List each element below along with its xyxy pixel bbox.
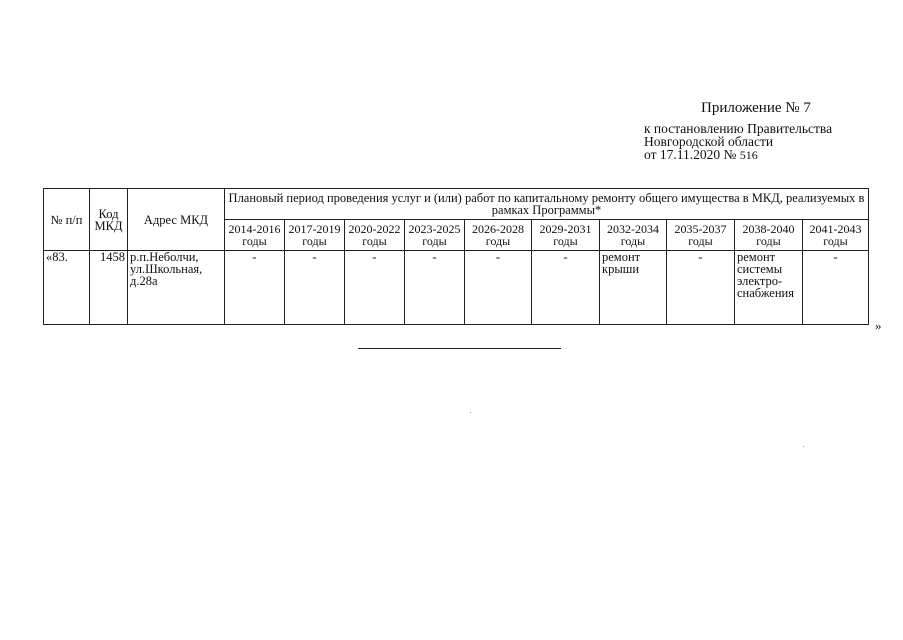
work-line: ремонт bbox=[737, 250, 776, 264]
address-line: р.п.Неболчи, bbox=[130, 250, 199, 264]
end-rule bbox=[358, 348, 561, 349]
period-unit: годы bbox=[485, 234, 511, 248]
empty-dash: - bbox=[252, 250, 257, 264]
table-row bbox=[44, 251, 869, 325]
empty-dash: - bbox=[432, 250, 437, 264]
resolution-reference bbox=[644, 122, 832, 161]
empty-dash: - bbox=[833, 250, 838, 264]
period-unit: годы bbox=[553, 234, 578, 248]
period-years: 2026-2028 bbox=[472, 222, 524, 236]
period-unit: годы bbox=[242, 234, 267, 248]
cell-period-2035-2037 bbox=[667, 251, 735, 325]
header-num: № п/п bbox=[44, 189, 90, 251]
period-unit: годы bbox=[302, 234, 327, 248]
period-years: 2014-2016 bbox=[228, 222, 281, 236]
period-unit: годы bbox=[362, 234, 387, 248]
period-years: 2035-2037 bbox=[674, 222, 727, 236]
period-unit: годы bbox=[620, 234, 646, 248]
appendix-title: Приложение № 7 bbox=[701, 100, 811, 116]
empty-dash: - bbox=[372, 250, 377, 264]
period-header-2035-2037 bbox=[667, 220, 735, 251]
period-header-2017-2019 bbox=[285, 220, 345, 251]
empty-dash: - bbox=[698, 250, 703, 264]
address-line: д.28а bbox=[130, 274, 158, 288]
header-planned-period: Плановый период проведения услуг и (или) работ по капитальному ремонту общего имущества в МКД, реализуемых в рамках Программы* bbox=[225, 189, 869, 220]
resolution-line-1: к постановлению Правительства bbox=[644, 121, 833, 136]
period-header-2029-2031 bbox=[532, 220, 600, 251]
period-header-2023-2025 bbox=[405, 220, 465, 251]
header-code: Код МКД bbox=[90, 189, 128, 251]
work-line: системы bbox=[737, 262, 783, 276]
empty-dash: - bbox=[563, 250, 568, 264]
empty-dash: - bbox=[495, 250, 501, 264]
resolution-date: от 17.11.2020 № bbox=[644, 147, 740, 162]
period-header-2014-2016 bbox=[225, 220, 285, 251]
cell-period-2026-2028 bbox=[465, 251, 532, 325]
period-years: 2041-2043 bbox=[809, 222, 862, 236]
cell-period-2029-2031 bbox=[532, 251, 600, 325]
scan-speck bbox=[470, 412, 471, 413]
work-line: снабжения bbox=[737, 286, 794, 300]
period-years: 2038-2040 bbox=[742, 222, 795, 236]
scan-speck bbox=[803, 446, 804, 447]
cell-period-2020-2022 bbox=[345, 251, 405, 325]
period-header-2041-2043 bbox=[803, 220, 869, 251]
resolution-line-2: Новгородской области bbox=[644, 134, 774, 149]
period-years: 2023-2025 bbox=[408, 222, 461, 236]
work-line: электро- bbox=[737, 274, 783, 288]
cell-period-2041-2043 bbox=[803, 251, 869, 325]
cell-period-2023-2025 bbox=[405, 251, 465, 325]
period-unit: годы bbox=[823, 234, 848, 248]
period-years: 2029-2031 bbox=[539, 222, 592, 236]
repair-plan-table bbox=[43, 188, 869, 325]
header-address: Адрес МКД bbox=[128, 189, 225, 251]
period-years: 2020-2022 bbox=[348, 222, 401, 236]
address-line: ул.Школьная, bbox=[130, 262, 203, 276]
period-unit: годы bbox=[422, 234, 447, 248]
period-header-2038-2040 bbox=[735, 220, 803, 251]
empty-dash: - bbox=[312, 250, 317, 264]
period-unit: годы bbox=[756, 234, 781, 248]
work-line: крыши bbox=[602, 262, 640, 276]
period-years: 2017-2019 bbox=[288, 222, 341, 236]
period-header-2026-2028 bbox=[465, 220, 532, 251]
cell-num: «83. bbox=[44, 251, 90, 325]
period-header-2032-2034 bbox=[600, 220, 667, 251]
cell-period-2032-2034 bbox=[600, 251, 667, 325]
cell-code: 1458 bbox=[90, 251, 128, 325]
closing-quote: » bbox=[875, 318, 882, 333]
period-unit: годы bbox=[688, 234, 713, 248]
work-line: ремонт bbox=[602, 250, 641, 264]
cell-period-2017-2019 bbox=[285, 251, 345, 325]
resolution-line-3 bbox=[644, 148, 832, 161]
cell-period-2014-2016 bbox=[225, 251, 285, 325]
period-years: 2032-2034 bbox=[607, 222, 659, 236]
cell-address bbox=[128, 251, 225, 325]
cell-period-2038-2040 bbox=[735, 251, 803, 325]
period-header-2020-2022 bbox=[345, 220, 405, 251]
resolution-number: 516 bbox=[739, 148, 758, 162]
table-header-row bbox=[44, 189, 869, 220]
